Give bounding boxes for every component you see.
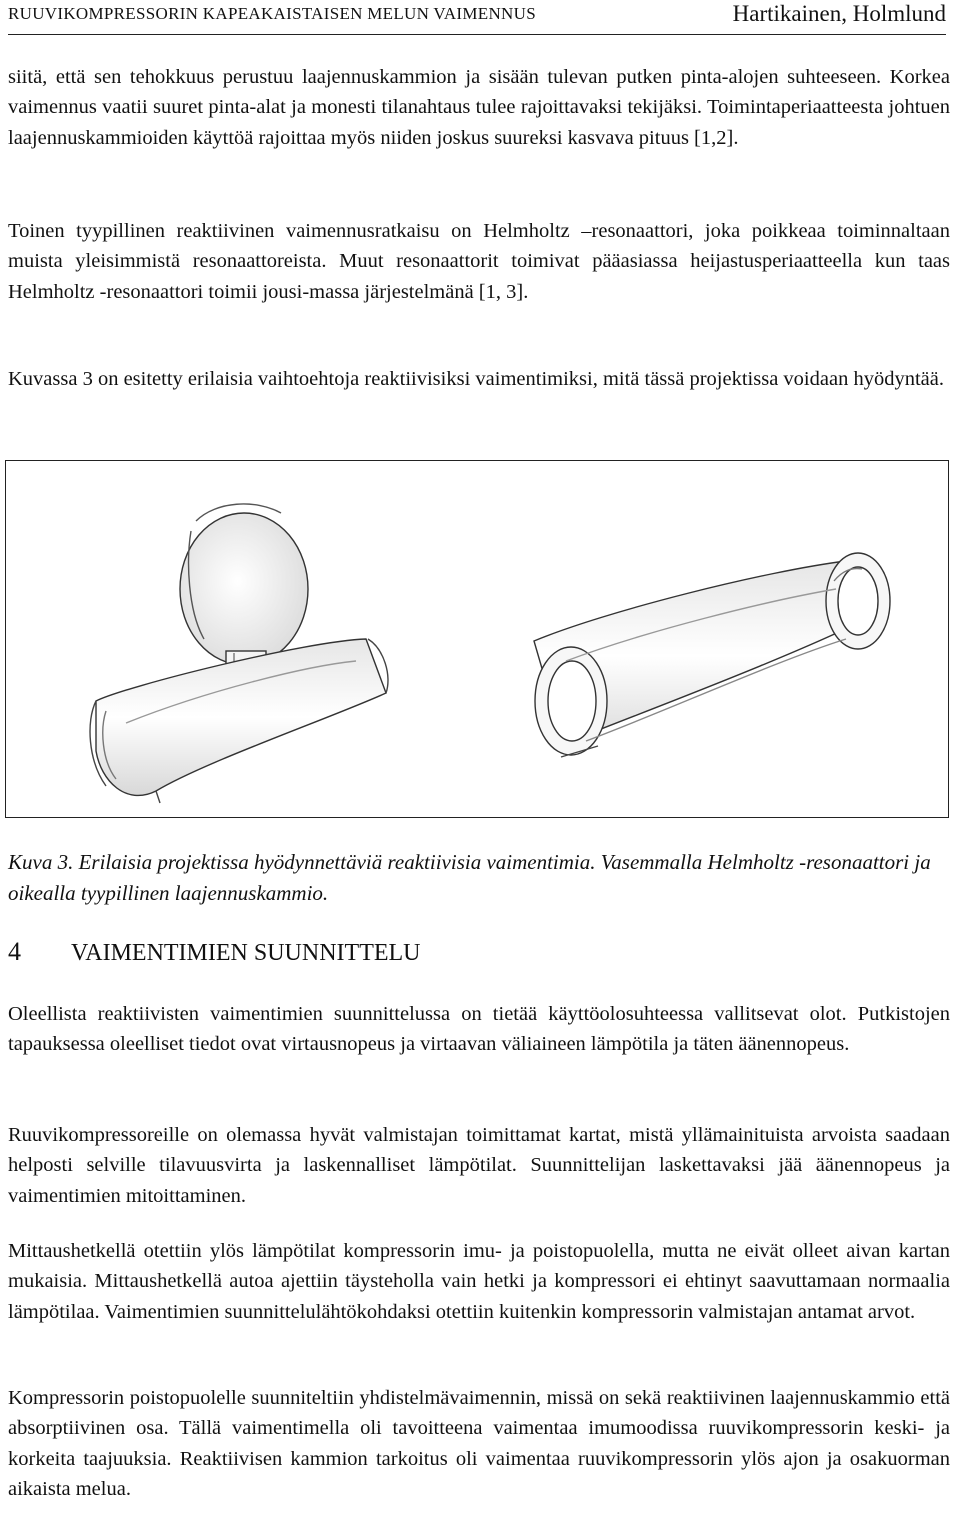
section-number: 4	[8, 937, 21, 966]
paragraph-5: Ruuvikompressoreille on olemassa hyvät valmistajan toimittamat kartat, mistä yllämainituista arvoista saadaan helposti selville tilavuusvirta ja laskennalliset lämpötilat. Suunnittelijan laskettavaksi jää äänennopeus ja vaimentimien mitoittaminen.	[8, 1124, 950, 1207]
figure-frame	[5, 460, 949, 818]
section-title: VAIMENTIMIEN SUUNNITTELU	[71, 940, 421, 966]
muffler-illustration	[6, 461, 947, 816]
running-header	[8, 0, 946, 35]
paragraph-7: Kompressorin poistopuolelle suunniteltiin yhdistelmävaimennin, missä on sekä reaktiivinen laajennuskammio että absorptiivinen osa. Tällä vaimentimella oli tavoitteena vaimentaa imumoodissa ruuvikompressorin keski- ja korkeita taajuuksia. Reaktiivisen kammion tarkoitus oli vaimentaa ruuvikompressorin ylös ajon ja osakuorman aikaista melua.	[8, 1387, 950, 1500]
header-authors: Hartikainen, Holmlund	[732, 1, 946, 26]
paragraph-3: Kuvassa 3 on esitetty erilaisia vaihtoehtoja reaktiivisiksi vaimentimiksi, mitä tässä projektissa voidaan hyödyntää.	[8, 368, 944, 390]
expansion-chamber	[534, 553, 890, 757]
paragraph-6: Mittaushetkellä otettiin ylös lämpötilat kompressorin imu- ja poistopuolella, mutta ne eivät olleet aivan kartan mukaisia. Mittaushetkellä autoa ajettiin täysteholla vain hetki ja kompressori ei ehtinyt saavuttamaan normaalia lämpötilaa. Vaimentimien suunnittelulähtökohdaksi otettiin kuitenkin kompressorin valmistajan antamat arvot.	[8, 1240, 950, 1323]
paragraph-2: Toinen tyypillinen reaktiivinen vaimennusratkaisu on Helmholtz –resonaattori, joka poikkeaa toiminnaltaan muista yleisimmistä resonaattoreista. Muut resonaattorit toimivat pääasiassa heijastusperiaatteella kun taas Helmholtz -resonaattori toimii jousi-massa järjestelmänä [1, 3].	[8, 220, 950, 303]
helmholtz-resonator	[90, 504, 388, 803]
section-heading	[8, 937, 421, 967]
paragraph-4: Oleellista reaktiivisten vaimentimien suunnittelussa on tietää käyttöolosuhteessa vallitsevat olot. Putkistojen tapauksessa oleelliset tiedot ovat virtausnopeus ja virtaavan väliaineen lämpötila ja täten äänennopeus.	[8, 1003, 950, 1056]
paragraph-1: siitä, että sen tehokkuus perustuu laajennuskammion ja sisään tulevan putken pinta-alojen suhteeseen. Korkea vaimennus vaatii suuret pinta-alat ja monesti tilanahtaus tulee rajoittavaksi tekijäksi. Toimintaperiaatteesta johtuen laajennuskammioiden käyttöä rajoittaa myös niiden joskus suureksi kasvava pituus [1,2].	[8, 66, 950, 149]
figure-caption: Kuva 3. Erilaisia projektissa hyödynnettäviä reaktiivisia vaimentimia. Vasemmalla Helmholtz -resonaattori ja oikealla tyypillinen laajennuskammio.	[8, 850, 931, 905]
header-title: RUUVIKOMPRESSORIN KAPEAKAISTAISEN MELUN VAIMENNUS	[8, 4, 536, 23]
